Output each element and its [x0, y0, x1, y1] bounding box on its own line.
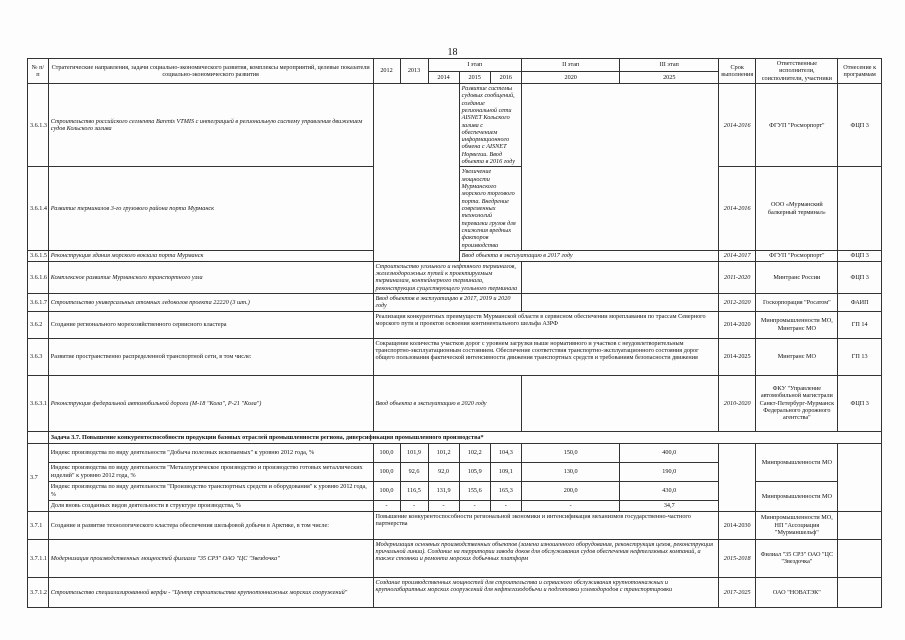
row-text: Строительство универсальных атомных ледоколов проекта 22220 (3 шт.)	[48, 294, 373, 312]
indicator-value: 105,9	[459, 462, 490, 481]
responsible: Минпромышленности МО, НП "Ассоциация "Мурманшельф"	[756, 511, 838, 539]
program: ФАИП	[838, 294, 882, 312]
header-term: Срок выполнения	[719, 59, 756, 84]
stage-description: Сокращение количества участков дорог с уровнем загрузки выше нормативного и участков с неудовлетворительным транспортно-эксплуатационным состоянием. Обеспечение соответствия транспортно-эксплуатационного состояния дорог общего пользования фактической интенсивности движения транспортных средств и требованиям безопасности движения	[373, 338, 719, 375]
indicator-value: 101,9	[400, 443, 428, 462]
row-text: Строительство российского сегмента Barents VTMIS с интеграцией в региональную систему управления движением судов Кольского залива	[48, 83, 373, 166]
indicator-value: -	[521, 500, 620, 511]
row-number: 3.6.3.1	[28, 375, 49, 431]
task-row	[28, 431, 882, 443]
row-number: 3.6.1.3	[28, 83, 49, 166]
indicator-value: 102,2	[459, 443, 490, 462]
page-number: 18	[447, 47, 458, 58]
stage-description: Ввод объекта в эксплуатацию в 2020 году	[373, 375, 521, 431]
indicator-row	[28, 443, 882, 462]
row-text: Развитие терминалов 3-го грузового района порта Мурманск	[48, 167, 373, 250]
indicator-value: 130,0	[521, 462, 620, 481]
term: 2014-2016	[719, 83, 756, 166]
responsible: ООО «Мурманский балкерный терминал»	[756, 167, 838, 250]
indicator-value: -	[428, 500, 459, 511]
empty-cell	[521, 375, 718, 431]
indicator-value: 400,0	[620, 443, 719, 462]
program: ФЦП 3	[838, 375, 882, 431]
program	[838, 167, 882, 250]
row-text: Реконструкция федеральной автомобильной дороги (М-18 "Кола", Р-21 "Кола")	[48, 375, 373, 431]
indicator-value: 116,5	[400, 481, 428, 500]
header-stage3: III этап	[620, 59, 719, 72]
stage-description: Увеличение мощности Мурманского морского торгового порта. Внедрение современных технологий перевалки грузов для снижения вредных факторов производства	[459, 167, 521, 250]
row-number: 3.6.1.7	[28, 294, 49, 312]
stage-description: Строительство угольного и нефтяного терминалов, железнодорожных путей к проектируемым терминалам, контейнерного терминала, реконструкция существующего угольного терминала	[373, 261, 521, 293]
indicator-value: 101,2	[428, 443, 459, 462]
indicator-value: 165,3	[490, 481, 521, 500]
program: ФЦП 3	[838, 83, 882, 166]
row-text: Создание и развитие технологического кластера обеспечения шельфовой добычи в Арктике, в том числе:	[48, 511, 373, 539]
indicator-value: 104,3	[490, 443, 521, 462]
header-program: Отнесение к программам	[838, 59, 882, 84]
term: 2017-2025	[719, 577, 756, 607]
term: 2010-2020	[719, 375, 756, 431]
responsible: ФГУП "Росморпорт"	[756, 250, 838, 261]
responsible: Госкорпорация "Росатом"	[756, 294, 838, 312]
indicator-value: 100,0	[373, 462, 400, 481]
table-row	[28, 294, 882, 312]
row-text: Развитие пространственно распределенной транспортной сети, в том числе:	[48, 338, 373, 375]
empty-cell	[521, 83, 718, 250]
header-stage1: I этап	[428, 59, 521, 72]
term: 2015-2018	[719, 539, 756, 577]
table-row	[28, 511, 882, 539]
stage-description: Создание производственных мощностей для строительства и сервисного обслуживания крупнотоннажных и крупногабаритных морских сооружений для нефтегазодобычи и подготовки углеводородов с транспортировки	[373, 577, 719, 607]
header-row	[28, 59, 882, 72]
table-row	[28, 338, 882, 375]
indicator-value: 131,9	[428, 481, 459, 500]
indicator-value: 430,0	[620, 481, 719, 500]
empty-cell	[521, 294, 718, 312]
term: 2011-2020	[719, 261, 756, 293]
table-row	[28, 539, 882, 577]
stage-description: Ввод объекта в эксплуатацию в 2017 году	[459, 250, 718, 261]
indicator-text: Индекс производства по виду деятельности "Производство транспортных средств и оборудования" к уровню 2012 года, %	[48, 481, 373, 500]
stage-description: Реализация конкурентных преимуществ Мурманской области в сервисном обеспечении мореплавания по трассам Северного морского пути и проектов освоения континентального шельфа АЗРФ	[373, 311, 719, 338]
indicator-value: -	[373, 500, 400, 511]
responsible: Филиал "35 СРЗ" ОАО "ЦС "Звездочка"	[756, 539, 838, 577]
responsible: Минпромышленности МО	[756, 481, 838, 511]
task-heading: Задача 3.7. Повышение конкурентоспособности продукции базовых отраслей промышленности региона, диверсификация промышленного производства*	[48, 431, 881, 443]
header-strategic: Стратегические направления, задачи социально-экономического развития, комплексы мероприятий, целевые показатели социально-экономического развития	[48, 59, 373, 84]
indicator-value: -	[459, 500, 490, 511]
row-text: Реконструкция здания морского вокзала порта Мурманск	[48, 250, 373, 261]
responsible: Минпромышленности МО, Минтранс МО	[756, 311, 838, 338]
term: 2014-2025	[719, 338, 756, 375]
indicator-value: -	[490, 500, 521, 511]
program: ГП 13	[838, 338, 882, 375]
program	[838, 577, 882, 607]
indicator-value: -	[400, 500, 428, 511]
empty-cell	[28, 431, 49, 443]
row-text: Комплексное развитие Мурманского транспортного узла	[48, 261, 373, 293]
header-responsible: Ответственные исполнители, соисполнители, участники	[756, 59, 838, 84]
empty-cell	[373, 83, 459, 250]
row-number: 3.6.2	[28, 311, 49, 338]
indicator-value: 190,0	[620, 462, 719, 481]
stage-description: Повышение конкурентоспособности региональной экономики и интенсификация механизмов государственно-частного партнерства	[373, 511, 719, 539]
indicator-text: Индекс производства по виду деятельности "Добыча полезных ископаемых" к уровню 2012 года, %	[48, 443, 373, 462]
table-row	[28, 261, 882, 293]
indicator-value: 200,0	[521, 481, 620, 500]
row-number: 3.6.1.4	[28, 167, 49, 250]
program: ФЦП 3	[838, 250, 882, 261]
header-num: № п/п	[28, 59, 49, 84]
header-2012: 2012	[373, 59, 400, 84]
row-text: Создание регионального морехозяйственного сервисного кластера	[48, 311, 373, 338]
row-number: 3.7.1.1	[28, 539, 49, 577]
indicator-value: 92,0	[428, 462, 459, 481]
responsible: Минтранс России	[756, 261, 838, 293]
responsible: ФКУ "Управление автомобильной магистрали Санкт-Петербург-Мурманск Федерального дорожного агентства"	[756, 375, 838, 431]
table-row	[28, 375, 882, 431]
row-text: Строительство специализированной верфи - "Центр строительства крупнотоннажных морских сооружений"	[48, 577, 373, 607]
indicator-value: 109,1	[490, 462, 521, 481]
indicator-value: 100,0	[373, 481, 400, 500]
stage-description: Развитие системы судовых сообщений, создание региональной сети AISNET Кольского залива с обеспечением информационного обмена с AISNET Норвегии. Ввод объекта в 2016 году	[459, 83, 521, 166]
responsible: Минтранс МО	[756, 338, 838, 375]
indicator-value: 155,6	[459, 481, 490, 500]
program	[838, 511, 882, 539]
header-stage2: II этап	[521, 59, 620, 72]
indicator-value: 100,0	[373, 443, 400, 462]
program: ФЦП 3	[838, 261, 882, 293]
responsible: Минпромышленности МО	[756, 443, 838, 481]
stage-description: Ввод объектов в эксплуатацию в 2017, 2019 и 2020 году	[373, 294, 521, 312]
header-2014: 2014	[428, 71, 459, 83]
term: 2012-2020	[719, 294, 756, 312]
empty-cell	[838, 443, 882, 511]
term: 2014-2016	[719, 167, 756, 250]
term: 2014-2020	[719, 311, 756, 338]
term: 2014-2030	[719, 511, 756, 539]
indicator-value: 92,6	[400, 462, 428, 481]
row-text: Модернизация производственных мощностей филиала "35 СРЗ" ОАО "ЦС "Звездочка"	[48, 539, 373, 577]
stage-description: Модернизация основных производственных объектов (замена изношенного оборудования, реконструкция цехов, реконструкция причальной линии). Создание на территории завода доков для обслуживания судов обеспечения нефтегазовых компаний, а также стоянки и ремонта морских добычных платформ	[373, 539, 719, 577]
table-row	[28, 311, 882, 338]
empty-cell	[521, 261, 718, 293]
header-2020: 2020	[521, 71, 620, 83]
program: ГП 14	[838, 311, 882, 338]
table-row	[28, 250, 882, 261]
empty-cell	[719, 443, 756, 511]
row-number: 3.7	[28, 443, 49, 511]
header-2013: 2013	[400, 59, 428, 84]
indicator-text: Доля вновь созданных видов деятельности в структуре производства, %	[48, 500, 373, 511]
header-2015: 2015	[459, 71, 490, 83]
empty-cell	[373, 250, 459, 261]
row-number: 3.6.1.6	[28, 261, 49, 293]
row-number: 3.6.1.5	[28, 250, 49, 261]
header-2016: 2016	[490, 71, 521, 83]
header-2025: 2025	[620, 71, 719, 83]
table-row	[28, 577, 882, 607]
row-number: 3.7.1	[28, 511, 49, 539]
indicator-text: Индекс производства по виду деятельности "Металлургическое производство и производство готовых металлических изделий" к уровню 2012 года, %	[48, 462, 373, 481]
strategy-table	[27, 58, 882, 608]
term: 2014-2017	[719, 250, 756, 261]
table-row	[28, 83, 882, 166]
indicator-value: 150,0	[521, 443, 620, 462]
program	[838, 539, 882, 577]
responsible: ФГУП "Росморпорт"	[756, 83, 838, 166]
row-number: 3.7.1.2	[28, 577, 49, 607]
responsible: ОАО "НОВАТЭК"	[756, 577, 838, 607]
indicator-value: 34,7	[620, 500, 719, 511]
row-number: 3.6.3	[28, 338, 49, 375]
